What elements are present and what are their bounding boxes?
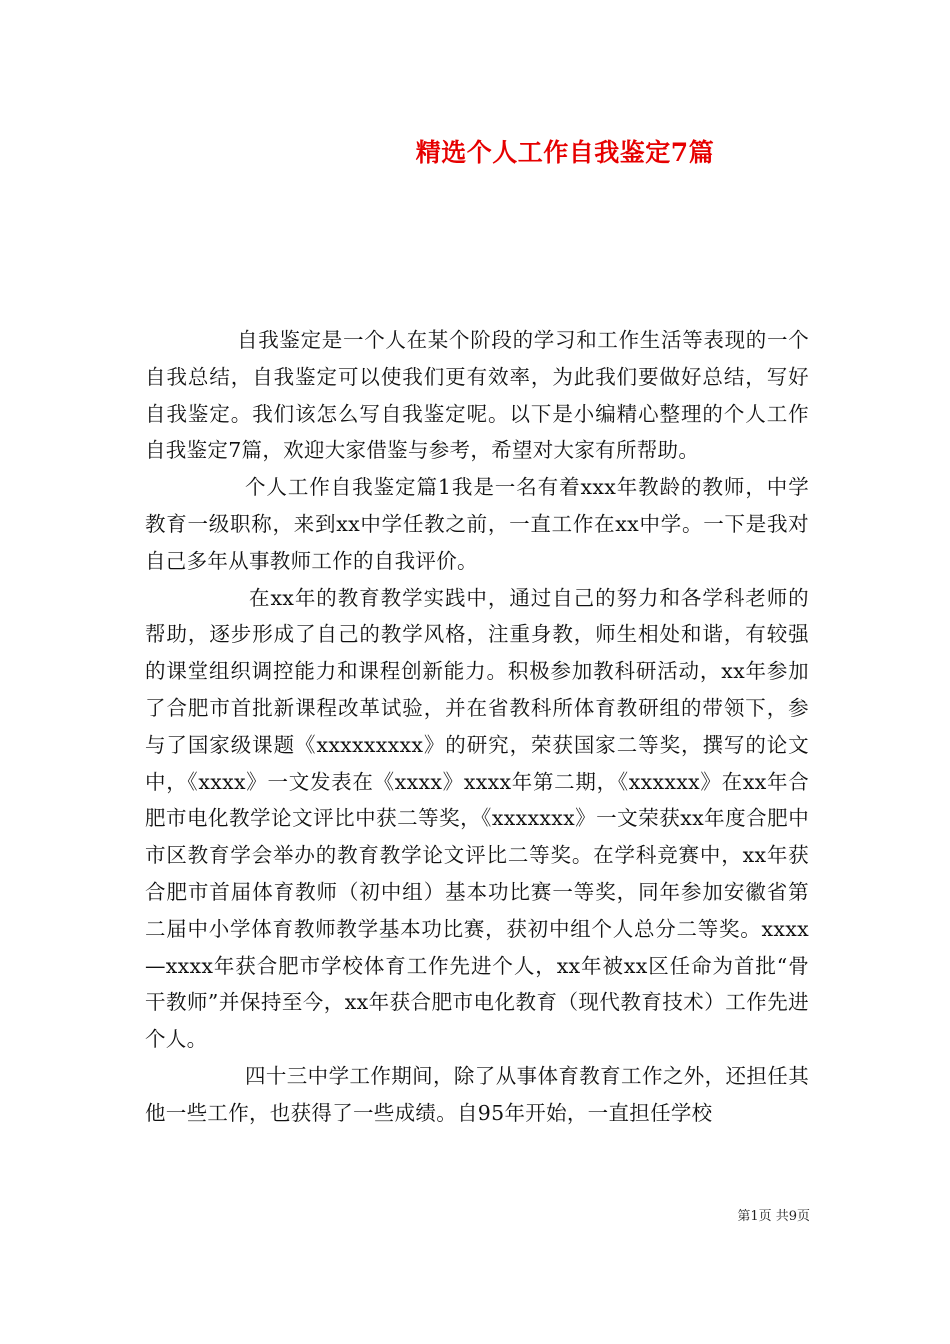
page-number-footer: 第1页 共9页 — [737, 1209, 810, 1224]
document-body — [145, 322, 809, 1132]
page-title: 精选个人工作自我鉴定7篇 — [415, 138, 715, 167]
paragraph-other-work: 四十三中学工作期间，除了从事体育教育工作之外，还担任其他一些工作，也获得了一些成绩。自95年开始，一直担任学校 — [145, 1063, 809, 1125]
paragraph-section-1-intro: 个人工作自我鉴定篇1我是一名有着xxx年教龄的教师，中学教育一级职称，来到xx中学任教之前，一直工作在xx中学。一下是我对自己多年从事教师工作的自我评价。 — [145, 475, 809, 573]
paragraph-teaching-practice: 在xx年的教育教学实践中，通过自己的努力和各学科老师的帮助，逐步形成了自己的教学风格，注重身教，师生相处和谐，有较强的课堂组织调控能力和课程创新能力。积极参加教科研活动，xx年参加了合肥市首批新课程改革试验，并在省教科所体育教研组的带领下，参与了国家级课题《xxxxxxxxx》的研究，荣获国家二等奖，撰写的论文中，《xxxx》一文发表在《xxxx》xxxx年第二期，《xxxxxx》在xx年合肥市电化教学论文评比中获二等奖，《xxxxxxx》一文荣获xx年度合肥中市区教育学会举办的教育教学论文评比二等奖。在学科竞赛中，xx年获合肥市首届体育教师（初中组）基本功比赛一等奖，同年参加安徽省第二届中小学体育教师教学基本功比赛，获初中组个人总分二等奖。xxxx—xxxx年获合肥市学校体育工作先进个人，xx年被xx区任命为首批“骨干教师”并保持至今，xx年获合肥市电化教育（现代教育技术）工作先进个人。 — [145, 585, 809, 1052]
paragraph-intro: 自我鉴定是一个人在某个阶段的学习和工作生活等表现的一个自我总结，自我鉴定可以使我们更有效率，为此我们要做好总结，写好自我鉴定。我们该怎么写自我鉴定呢。以下是小编精心整理的个人工作自我鉴定7篇，欢迎大家借鉴与参考，希望对大家有所帮助。 — [145, 328, 809, 463]
